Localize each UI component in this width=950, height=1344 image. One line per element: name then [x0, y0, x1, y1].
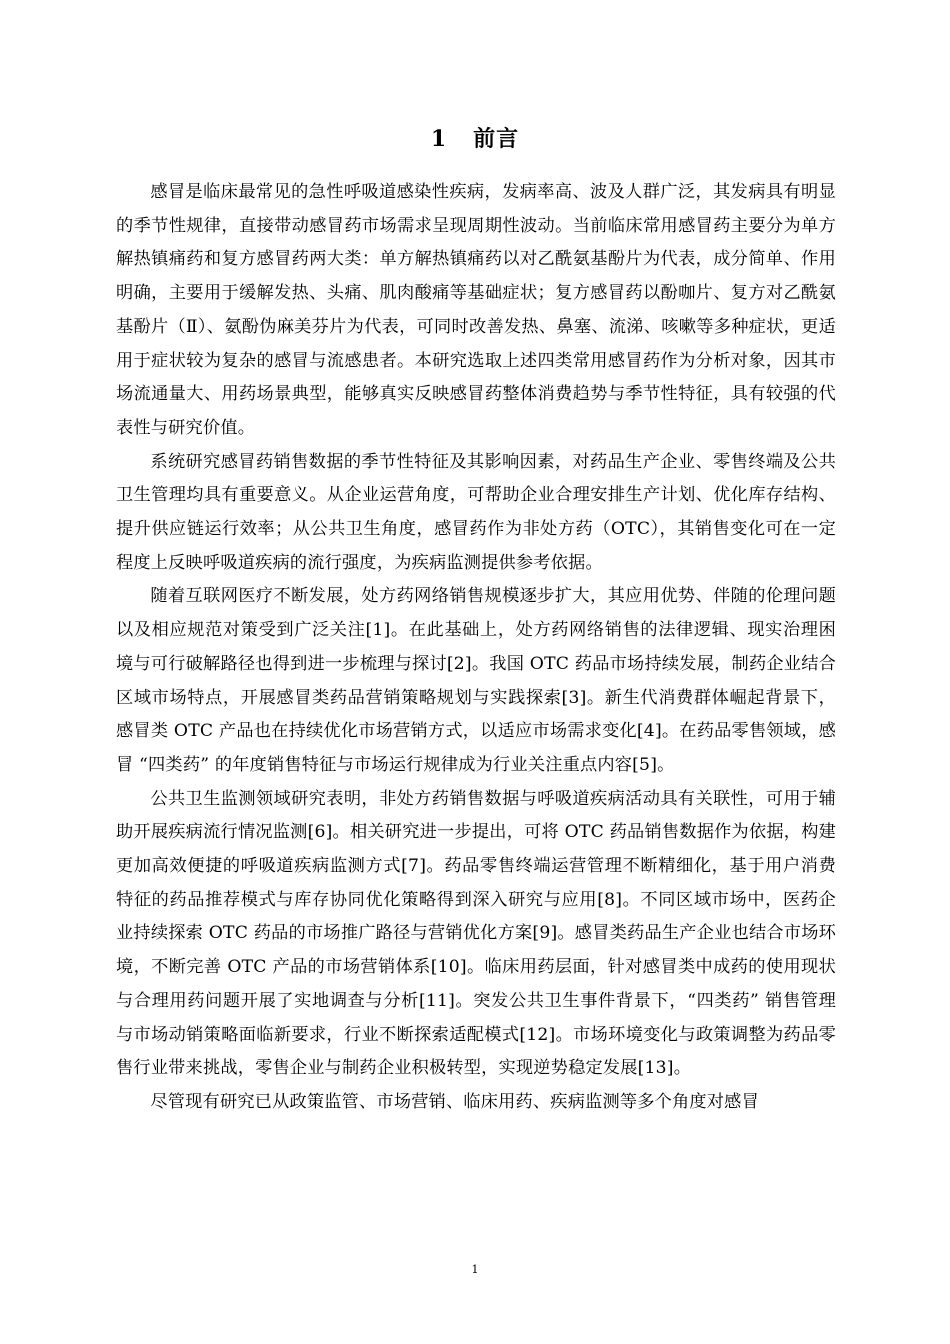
page-number: 1 [471, 1263, 479, 1276]
paragraph-2: 系统研究感冒药销售数据的季节性特征及其影响因素，对药品生产企业、零售终端及公共卫生管理均具有重要意义。从企业运营角度，可帮助企业合理安排生产计划、优化库存结构、提升供应链运行效率；从公共卫生角度，感冒药作为非处方药（OTC），其销售变化可在一定程度上反映呼吸道疾病的流行强度，为疾病监测提供参考依据。 [116, 451, 836, 573]
section-title: 1 前言 [430, 126, 520, 152]
paragraph-3: 随着互联网医疗不断发展，处方药网络销售规模逐步扩大，其应用优势、伴随的伦理问题以及相应规范对策受到广泛关注[1]。在此基础上，处方药网络销售的法律逻辑、现实治理困境与可行破解路径也得到进一步梳理与探讨[2]。我国 OTC 药品市场持续发展，制药企业结合区域市场特点，开展感冒类药品营销策略规划与实践探索[3]。新生代消费群体崛起背景下，感冒类 OTC 产品也在持续优化市场营销方式，以适应市场需求变化[4]。在药品零售领域，感冒 “四类药” 的年度销售特征与市场运行规律成为行业关注重点内容[5]。 [116, 586, 836, 775]
paragraph-5: 尽管现有研究已从政策监管、市场营销、临床用药、疾病监测等多个角度对感冒 [150, 1091, 759, 1112]
body-text [116, 176, 836, 1120]
paragraph-4: 公共卫生监测领域研究表明，非处方药销售数据与呼吸道疾病活动具有关联性，可用于辅助开展疾病流行情况监测[6]。相关研究进一步提出，可将 OTC 药品销售数据作为依据，构建更加高效便捷的呼吸道疾病监测方式[7]。药品零售终端运营管理不断精细化，基于用户消费特征的药品推荐模式与库存协同优化策略得到深入研究与应用[8]。不同区域市场中，医药企业持续探索 OTC 药品的市场推广路径与营销优化方案[9]。感冒类药品生产企业也结合市场环境，不断完善 OTC 产品的市场营销体系[10]。临床用药层面，针对感冒类中成药的使用现状与合理用药问题开展了实地调查与分析[11]。突发公共卫生事件背景下，“四类药” 销售管理与市场动销策略面临新要求，行业不断探索适配模式[12]。市场环境变化与政策调整为药品零售行业带来挑战，零售企业与制药企业积极转型，实现逆势稳定发展[13]。 [116, 788, 836, 1079]
paragraph-1: 感冒是临床最常见的急性呼吸道感染性疾病，发病率高、波及人群广泛，其发病具有明显的季节性规律，直接带动感冒药市场需求呈现周期性波动。当前临床常用感冒药主要分为单方解热镇痛药和复方感冒药两大类：单方解热镇痛药以对乙酰氨基酚片为代表，成分简单、作用明确，主要用于缓解发热、头痛、肌肉酸痛等基础症状；复方感冒药以酚咖片、复方对乙酰氨基酚片（Ⅱ）、氨酚伪麻美芬片为代表，可同时改善发热、鼻塞、流涕、咳嗽等多种症状，更适用于症状较为复杂的感冒与流感患者。本研究选取上述四类常用感冒药作为分析对象，因其市场流通量大、用药场景典型，能够真实反映感冒药整体消费趋势与季节性特征，具有较强的代表性与研究价值。 [116, 182, 836, 438]
